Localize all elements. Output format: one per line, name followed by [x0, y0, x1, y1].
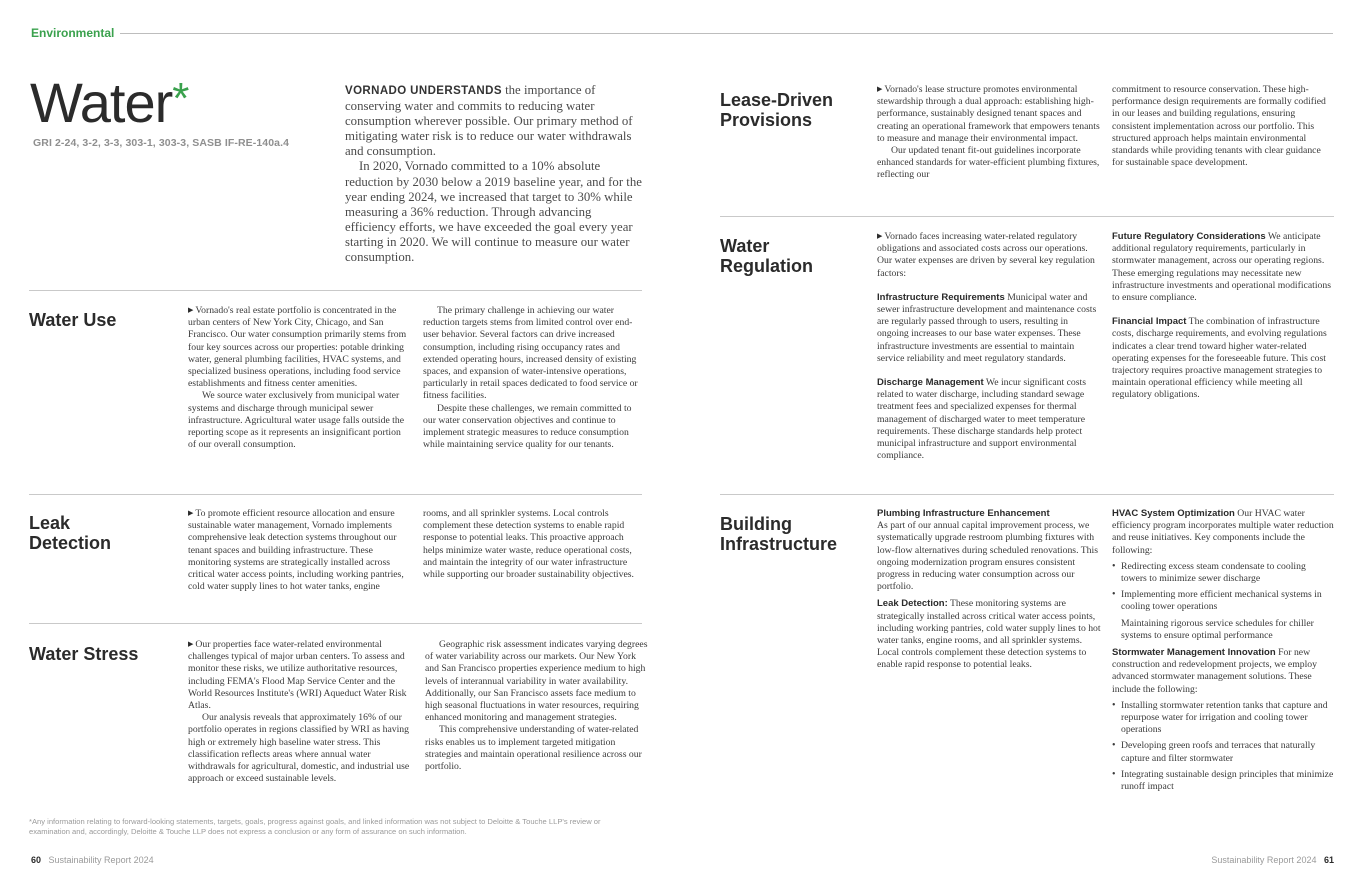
leak-detection-paragraph: To promote efficient resource allocation and ensure sustainable water management, Vornado implements comprehensive leak detection systems throughout our tenant spaces and building infrastructure. These monitoring systems are strategically installed across critical water access points, including working pantries, cold water supply lines to hot water tanks, engine — [188, 508, 404, 593]
infrastructure-requirements-label: Infrastructure Requirements — [877, 291, 1005, 303]
triangle-icon: ▶ — [188, 640, 194, 648]
water-stress-paragraph: Geographic risk assessment indicates varying degrees of water variability across our markets. Our New York and San Francisco properties experience medium to high levels of interannual variability in water availability. Additionally, our San Francisco assets face medium to high seasonal fluctuations in water resources, requiring enhanced monitoring and management strategies. — [425, 639, 648, 724]
regulation-column-2 — [1112, 231, 1334, 402]
water-use-column-1 — [188, 305, 410, 451]
heading-water-regulation — [720, 236, 813, 276]
left-page-footer — [31, 855, 154, 865]
page-title-text: Water — [30, 71, 173, 134]
heading-line: Provisions — [720, 110, 813, 130]
heading-leak-detection — [29, 513, 111, 553]
heading-line: Detection — [29, 533, 112, 553]
water-use-column-2 — [423, 305, 640, 451]
leak-detection-label: Leak Detection: — [877, 598, 948, 610]
header-divider — [120, 33, 1333, 34]
building-column-2 — [1112, 508, 1334, 797]
regulation-paragraph: We anticipate additional regulatory requirements, particularly in stormwater management, across our operating regions. These emerging regulations may necessitate new infrastructure investments and operational modifications to ensure compliance. — [1112, 231, 1331, 304]
leak-detection-column-2 — [423, 508, 640, 581]
building-paragraph: For new construction and redevelopment projects, we employ advanced stormwater management solutions. These include the following: — [1112, 647, 1317, 695]
water-use-paragraph: Despite these challenges, we remain committed to our water conservation objectives and continue to implement strategic measures to reduce consumption while maintaining service quality for our tenants. — [423, 402, 632, 451]
list-item: • Redirecting excess steam condensate to cooling towers to minimize sewer discharge — [1121, 561, 1334, 585]
building-paragraph: These monitoring systems are strategically installed across critical water access points, including working pantries, cold water supply lines to hot water tanks, engine rooms, and all sprinkler systems. Local controls complement these detection systems to enable rapid response to potential leaks. — [877, 598, 1101, 671]
building-paragraph: Our HVAC water efficiency program incorporates multiple water reduction and reuse initiatives. Key components include the following: — [1112, 508, 1334, 556]
hvac-extra-item: Maintaining rigorous service schedules for chiller systems to ensure optimal performance — [1121, 617, 1314, 641]
plumbing-enhancement-label: Plumbing Infrastructure Enhancement — [877, 508, 1050, 519]
asterisk-mark: * — [172, 74, 189, 123]
list-item: • Installing stormwater retention tanks that capture and repurpose water for irrigation and cooling tower operations — [1121, 700, 1334, 737]
list-item: • Integrating sustainable design principles that minimize runoff impact — [1121, 769, 1334, 793]
financial-impact-label: Financial Impact — [1112, 316, 1187, 328]
heading-line: Lease-Driven — [720, 90, 834, 110]
heading-building-infrastructure — [720, 514, 837, 554]
triangle-icon: ▶ — [188, 509, 194, 517]
leak-detection-paragraph: rooms, and all sprinkler systems. Local controls complement these detection systems to enable rapid response to potential leaks. This proactive approach helps minimize water waste, reduce operational costs, and maintain the integrity of our water infrastructure while supporting our broader sustainability objectives. — [423, 508, 634, 581]
heading-lease-driven-provisions — [720, 90, 833, 130]
left-page-number: 60 — [31, 855, 42, 865]
right-page-footer — [1211, 855, 1334, 865]
regulation-column-1 — [877, 231, 1101, 462]
triangle-icon: ▶ — [877, 85, 883, 93]
list-item: • Developing green roofs and terraces that naturally capture and filter stormwater — [1121, 740, 1334, 764]
divider-water-use — [29, 290, 642, 291]
heading-line: Regulation — [720, 256, 813, 276]
water-stress-column-1 — [188, 639, 410, 785]
lease-paragraph: Vornado's lease structure promotes environmental stewardship through a dual approach: establishing high-performance, sustainably designed tenant spaces and creating an operational framework that empowers tenants to measure and manage their environmental impact. — [877, 84, 1100, 144]
stormwater-innovation-label: Stormwater Management Innovation — [1112, 647, 1276, 659]
heading-water-stress: Water Stress — [29, 644, 139, 664]
divider-water-regulation — [720, 216, 1334, 217]
water-use-paragraph: Vornado's real estate portfolio is concentrated in the urban centers of New York City, Chicago, and San Francisco. Our water consumption primarily stems from four key sources across our properties: potable drinking water, general plumbing facilities, HVAC systems, and specialized business operations, including food service establishments and fitness center amenities. — [188, 305, 407, 390]
intro-text — [345, 83, 645, 265]
divider-water-stress — [29, 623, 642, 624]
heading-water-use: Water Use — [29, 310, 117, 330]
water-use-paragraph: The primary challenge in achieving our water reduction targets stems from limited control over end-user behavior. Several factors can drive increased consumption, including rising occupancy rates and extended operating hours, increased density of existing spaces, and expansion of water-intensive operations, particularly in retail spaces dedicated to food service or fitness facilities. — [423, 305, 638, 402]
lease-column-2 — [1112, 84, 1334, 169]
water-use-paragraph: We source water exclusively from municipal water systems and discharge through municipal sewer infrastructure. Agricultural water usage falls outside the reporting scope as it represents an insignificant portion of our overall consumption. — [188, 390, 405, 451]
section-label: Environmental — [31, 26, 115, 40]
regulation-paragraph: Municipal water and sewer infrastructure development and maintenance costs are regularly passed through to users, resulting in ongoing increases to our base water expenses. These infrastructure investments are essential to maintain service reliability and meet regulatory standards. — [877, 291, 1097, 364]
intro-paragraph-2: In 2020, Vornado committed to a 10% absolute reduction by 2030 below a 2019 baseline year, and for the year ending 2024, we increased that target to 30% while measuring a 36% reduction. Through advancing efficiency efforts, we have exceeded the goal every year starting in 2020. We will continue to measure our water consumption. — [345, 159, 642, 265]
water-stress-paragraph: Our properties face water-related environmental challenges typical of major urban centers. To assess and monitor these risks, we utilize authoritative resources, including FEMA's Flood Map Service Center and the World Resources Institute's (WRI) Aqueduct Water Risk Atlas. — [188, 639, 407, 712]
right-page-number: 61 — [1323, 855, 1334, 865]
hvac-list — [1112, 561, 1334, 614]
building-column-1 — [877, 508, 1101, 672]
right-report-title: Sustainability Report 2024 — [1211, 855, 1317, 865]
gri-references: GRI 2-24, 3-2, 3-3, 303-1, 303-3, SASB IF-RE-140a.4 — [33, 137, 290, 149]
list-item: • Implementing more efficient mechanical systems in cooling tower operations — [1121, 589, 1334, 613]
heading-line: Water — [720, 236, 770, 256]
stormwater-list — [1112, 700, 1334, 793]
leak-detection-column-1 — [188, 508, 410, 593]
heading-line: Leak — [29, 513, 71, 533]
hvac-optimization-label: HVAC System Optimization — [1112, 508, 1235, 519]
lease-paragraph: Our updated tenant fit-out guidelines incorporate enhanced standards for water-efficient plumbing fixtures, reflecting our — [877, 145, 1100, 181]
page-title — [30, 70, 188, 135]
lease-paragraph: commitment to resource conservation. These high-performance design requirements are formally codified in our leases and building regulations, ensuring consistent implementation across our portfolio. This structured approach helps maintain environmental standards while providing tenants with clear guidance for sustainable space development. — [1112, 84, 1326, 169]
heading-line: Building — [720, 514, 792, 534]
building-paragraph: As part of our annual capital improvement process, we systematically upgrade restroom plumbing fixtures with low-flow alternatives during scheduled renovations. This ongoing modernization program ensures consistent progress in reducing water consumption across our portfolio. — [877, 520, 1098, 593]
footnote: *Any information relating to forward-looking statements, targets, goals, progress against goals, and linked information was not subject to Deloitte & Touche LLP's review or examination and, accordingly, Deloitte & Touche LLP does not express a conclusion or any form of assurance on such information. — [29, 817, 601, 836]
discharge-management-label: Discharge Management — [877, 377, 984, 389]
intro-paragraph-1: the importance of conserving water and commits to reducing water consumption wherever possible. Our primary method of mitigating water risk is to reduce our water withdrawals and consumption. — [345, 83, 633, 159]
regulation-paragraph: We incur significant costs related to water discharge, including standard sewage treatment fees and specialized expenses for thermal management of discharged water to meet temperature requirements. These discharge standards help protect municipal infrastructure and support environmental compliance. — [877, 377, 1087, 462]
lease-column-1 — [877, 84, 1101, 182]
regulation-paragraph: The combination of infrastructure costs, discharge requirements, and evolving regulations indicates a clear trend toward higher water-related operating expenses for the foreseeable future. This cost trajectory requires proactive management strategies to maintain operational efficiency while meeting all regulatory obligations. — [1112, 316, 1327, 401]
triangle-icon: ▶ — [188, 306, 194, 314]
water-stress-column-2 — [425, 639, 650, 773]
divider-building-infrastructure — [720, 494, 1334, 495]
water-stress-paragraph: This comprehensive understanding of water-related risks enables us to implement targeted mitigation strategies and maintain operational resilience across our portfolio. — [425, 724, 642, 773]
left-report-title: Sustainability Report 2024 — [48, 855, 154, 865]
water-stress-paragraph: Our analysis reveals that approximately 16% of our portfolio operates in regions classified by WRI as having high or extremely high baseline water stress. This classification reflects areas where annual water withdrawals for agricultural, domestic, and industrial use approach or exceed sustainable levels. — [188, 712, 410, 785]
heading-line: Infrastructure — [720, 534, 838, 554]
divider-leak-detection — [29, 494, 642, 495]
regulation-paragraph: Vornado faces increasing water-related regulatory obligations and associated costs across our operations. Our water expenses are driven by several key regulation factors: — [877, 231, 1095, 279]
intro-lead: VORNADO UNDERSTANDS — [345, 85, 502, 97]
triangle-icon: ▶ — [877, 232, 883, 240]
future-regulatory-label: Future Regulatory Considerations — [1112, 231, 1266, 242]
